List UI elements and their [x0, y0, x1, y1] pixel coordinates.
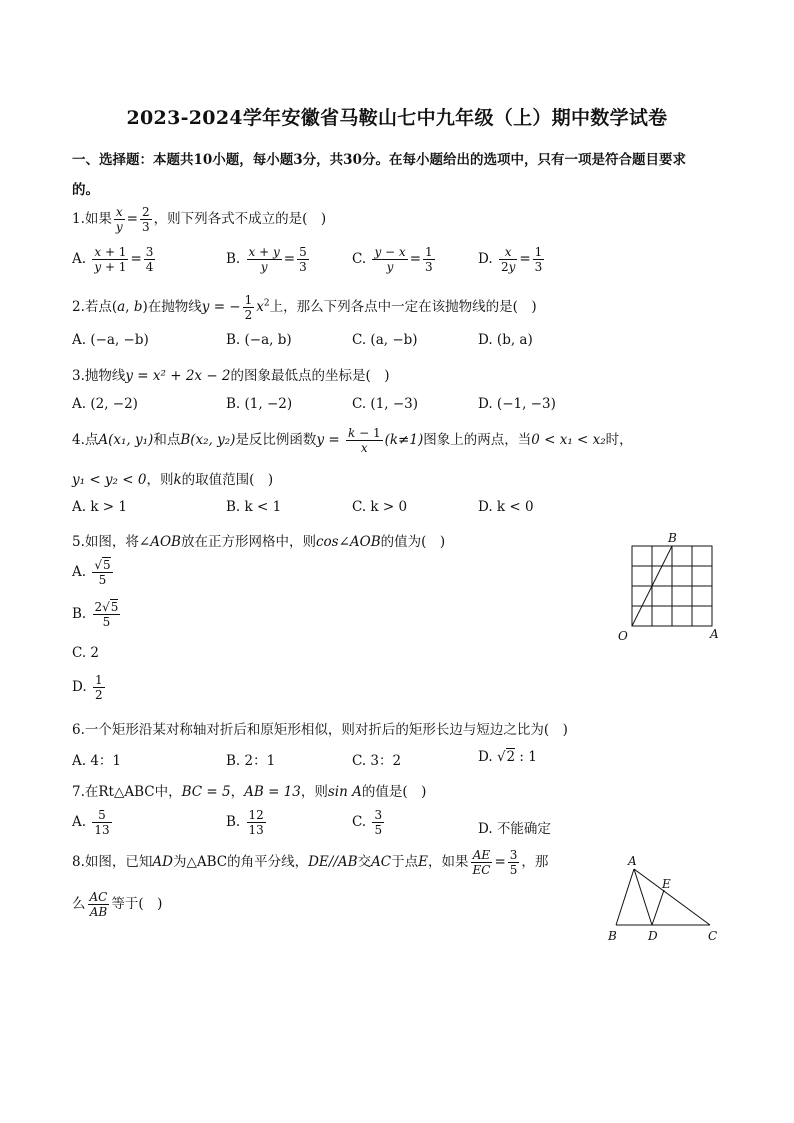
q7-option-b[interactable]: B. $\frac{12}{13}$: [226, 808, 264, 837]
page-title: 2023-2024学年安徽省马鞍山七中九年级（上）期中数学试卷: [126, 107, 668, 129]
question-6-stem: 6.一个矩形沿某对称轴对折后和原矩形相似，则对折后的矩形长边与短边之比为( ): [72, 722, 568, 738]
q2-option-c[interactable]: C. (a, −b): [352, 332, 418, 348]
q4-option-d[interactable]: D. k < 0: [478, 499, 534, 515]
q2-option-d[interactable]: D. (b, a): [478, 332, 533, 348]
label-b: B: [668, 531, 677, 545]
grid-lines: [632, 546, 712, 626]
q7-option-c[interactable]: C. $\frac{3}{5}$: [352, 808, 383, 837]
label-d: D: [648, 929, 658, 943]
q5-option-c[interactable]: C. 2: [72, 645, 100, 661]
q7-option-a[interactable]: A. $\frac{5}{13}$: [72, 808, 110, 837]
q1-option-d[interactable]: D. $\frac{x}{2y}$ = $\frac{1}{3}$: [478, 245, 543, 274]
side-ab: [616, 869, 634, 925]
q5-grid-figure: [612, 528, 732, 648]
q2-option-b[interactable]: B. (−a, b): [226, 332, 292, 348]
q5-option-b[interactable]: B. $\frac{2√5}{5}$: [72, 600, 119, 629]
q4-option-c[interactable]: C. k > 0: [352, 499, 408, 515]
q6-option-d[interactable]: D. √2 : 1: [478, 749, 537, 765]
question-5-stem: 5.如图，将∠AOB放在正方形网格中，则cos∠AOB的值为( ): [72, 534, 446, 550]
bisector-ad: [634, 869, 652, 925]
question-8-stem-cont: 么 $\frac{AC}{AB}$ 等于( ): [72, 890, 163, 919]
label-a: A: [710, 627, 719, 641]
question-2-stem: 2.若点(a, b)在抛物线y = − $\frac{1}{2}$ $x^2$上，那么下列各点中一定在该抛物线的是( ): [72, 293, 537, 322]
question-1-stem: 1.如果 $\frac{x}{y}$ = $\frac{2}{3}$ ，则下列各式不成立的是( ): [72, 205, 327, 234]
q5-option-d[interactable]: D. $\frac{1}{2}$: [72, 673, 103, 702]
q3-option-d[interactable]: D. (−1, −3): [478, 396, 556, 412]
q8-triangle-figure: [600, 852, 726, 946]
label-o: O: [618, 629, 628, 643]
q5-option-a[interactable]: A. $\frac{√5}{5}$: [72, 558, 111, 587]
q6-option-b[interactable]: B. 2：1: [226, 753, 276, 769]
section-instruction-cont: 的。: [72, 182, 99, 198]
q4-option-b[interactable]: B. k < 1: [226, 499, 282, 515]
question-4-stem-cont: y₁ < y₂ < 0，则k的取值范围( ): [72, 472, 274, 488]
question-3-stem: 3.抛物线y = x² + 2x − 2的图象最低点的坐标是( ): [72, 368, 390, 384]
q4-option-a[interactable]: A. k > 1: [72, 499, 127, 515]
label-c: C: [708, 929, 718, 943]
question-8-stem: 8.如图，已知AD为△ABC的角平分线，DE//AB交AC于点E，如果 $\frac{AE}{EC}$ = $\frac{3}{5}$ ，那: [72, 848, 549, 877]
question-4-stem: 4.点A(x₁, y₁)和点B(x₂, y₂)是反比例函数y = $\frac{k - 1}{x}$ (k≠1)图象上的两点，当0 < x₁ < x₂时，: [72, 426, 633, 455]
q1-option-c[interactable]: C. $\frac{y - x}{y}$ = $\frac{1}{3}$: [352, 245, 433, 274]
label-b: B: [608, 929, 617, 943]
q1-option-b[interactable]: B. $\frac{x + y}{y}$ = $\frac{5}{3}$: [226, 245, 307, 274]
label-a: A: [628, 854, 637, 868]
q1-option-a[interactable]: A. $\frac{x + 1}{y + 1}$ = $\frac{3}{4}$: [72, 245, 154, 274]
q3-option-b[interactable]: B. (1, −2): [226, 396, 293, 412]
side-ac: [634, 869, 710, 925]
q6-option-c[interactable]: C. 3：2: [352, 753, 402, 769]
question-7-stem: 7.在Rt△ABC中，BC = 5，AB = 13，则sin A的值是( ): [72, 784, 427, 800]
q3-option-a[interactable]: A. (2, −2): [72, 396, 138, 412]
q2-option-a[interactable]: A. (−a, −b): [72, 332, 149, 348]
label-e: E: [662, 877, 671, 891]
q6-option-a[interactable]: A. 4：1: [72, 753, 122, 769]
q3-option-c[interactable]: C. (1, −3): [352, 396, 419, 412]
q7-option-d[interactable]: D. 不能确定: [478, 821, 551, 837]
section-instruction: 一、选择题：本题共10小题，每小题3分，共30分。在每小题给出的选项中，只有一项是符合题目要求: [72, 152, 686, 168]
segment-de: [652, 890, 664, 925]
